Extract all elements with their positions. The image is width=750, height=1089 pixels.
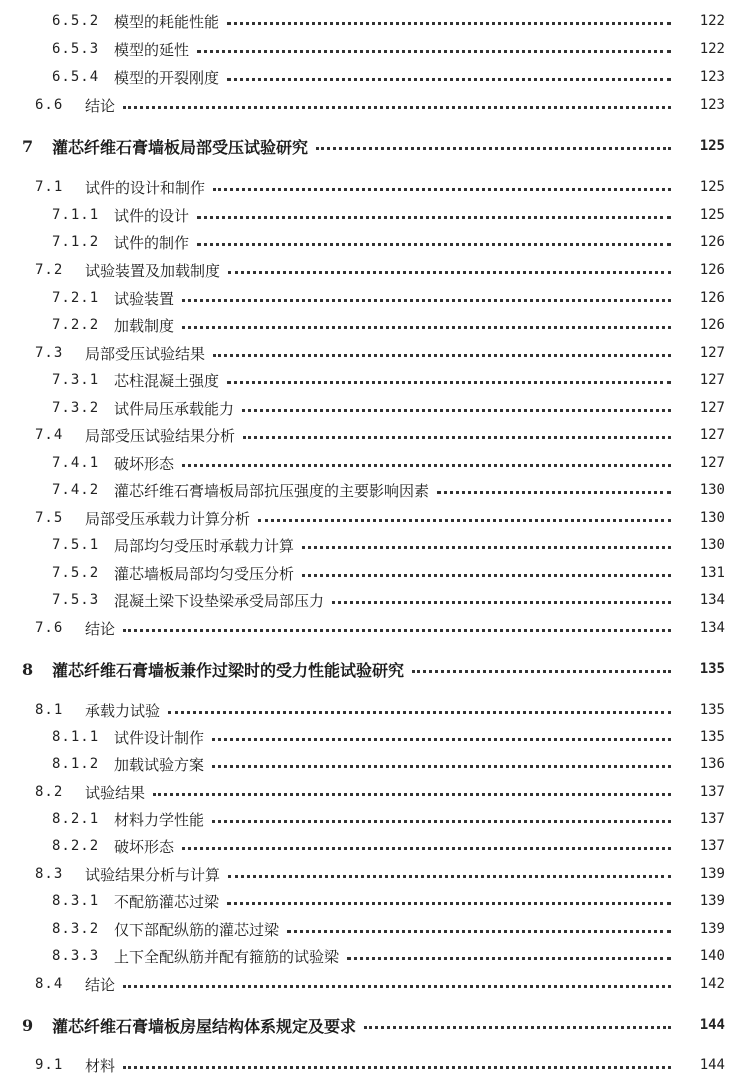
toc-entry[interactable] — [0, 8, 750, 34]
toc-entry-page: 127 — [699, 455, 725, 471]
toc-entry[interactable] — [0, 340, 750, 366]
toc-entry-title: 灌芯墙板局部均匀受压分析 — [114, 564, 295, 583]
toc-entry-title: 材料 — [85, 1056, 116, 1075]
dot-leader — [227, 22, 671, 25]
toc-entry-page: 127 — [699, 400, 725, 416]
toc-entry-number: 7.3.2 — [52, 400, 100, 416]
toc-entry-number: 8.3.2 — [52, 921, 100, 937]
toc-entry[interactable] — [0, 64, 750, 90]
dot-leader — [182, 464, 671, 467]
toc-entry-page: 125 — [699, 207, 725, 223]
toc-entry-title: 试件局压承载能力 — [114, 399, 235, 418]
toc-entry-number: 6.6 — [35, 97, 64, 113]
toc-entry-title: 模型的开裂刚度 — [114, 68, 220, 87]
dot-leader — [287, 930, 671, 933]
toc-entry[interactable] — [0, 861, 750, 887]
toc-entry-number: 7.3.1 — [52, 372, 100, 388]
dot-leader — [242, 409, 671, 412]
toc-entry-number: 7.4 — [35, 427, 64, 443]
toc-entry-page: 123 — [699, 69, 725, 85]
dot-leader — [228, 271, 671, 274]
toc-entry-page: 126 — [699, 234, 725, 250]
toc-entry-page: 135 — [699, 729, 725, 745]
toc-entry-number: 7.5.3 — [52, 592, 100, 608]
toc-chapter-entry[interactable] — [0, 656, 750, 682]
toc-entry-title: 破坏形态 — [114, 837, 175, 856]
toc-entry-title: 模型的延性 — [114, 40, 190, 59]
toc-entry-number: 7.1.2 — [52, 234, 100, 250]
toc-entry-title: 灌芯纤维石膏墙板局部抗压强度的主要影响因素 — [114, 481, 430, 500]
toc-entry-number: 7.2.2 — [52, 317, 100, 333]
toc-entry-page: 123 — [699, 97, 725, 113]
toc-entry-number: 8.2.1 — [52, 811, 100, 827]
toc-entry-number: 7.5.1 — [52, 537, 100, 553]
dot-leader — [347, 957, 671, 960]
toc-entry[interactable] — [0, 971, 750, 997]
toc-entry-page: 144 — [699, 1057, 725, 1073]
toc-entry-title: 试验装置 — [114, 289, 175, 308]
toc-entry-number: 8.2.2 — [52, 838, 100, 854]
toc-entry-number: 6.5.4 — [52, 69, 100, 85]
dot-leader — [212, 738, 671, 741]
toc-entry[interactable] — [0, 806, 750, 832]
toc-entry-page: 125 — [699, 138, 725, 154]
dot-leader — [213, 188, 671, 191]
toc-entry[interactable] — [0, 505, 750, 531]
toc-entry-page: 134 — [699, 592, 725, 608]
toc-entry-page: 125 — [699, 179, 725, 195]
dot-leader — [123, 629, 671, 632]
dot-leader — [243, 436, 671, 439]
toc-entry[interactable] — [0, 422, 750, 448]
toc-entry[interactable] — [0, 229, 750, 255]
toc-entry-number: 7.1 — [35, 179, 64, 195]
dot-leader — [197, 216, 671, 219]
dot-leader — [227, 902, 671, 905]
dot-leader — [212, 820, 671, 823]
toc-entry[interactable] — [0, 285, 750, 311]
toc-entry-number: 7.5 — [35, 510, 64, 526]
toc-entry-page: 127 — [699, 372, 725, 388]
toc-entry-title: 试件的制作 — [114, 233, 190, 252]
toc-entry-title: 试验装置及加载制度 — [85, 261, 221, 280]
toc-entry-page: 140 — [699, 948, 725, 964]
toc-entry[interactable] — [0, 395, 750, 421]
toc-entry-page: 144 — [699, 1017, 725, 1033]
toc-entry-title: 承载力试验 — [85, 701, 161, 720]
dot-leader — [332, 601, 671, 604]
toc-entry-title: 试验结果分析与计算 — [85, 865, 221, 884]
toc-entry-title: 加载制度 — [114, 316, 175, 335]
toc-entry[interactable] — [0, 697, 750, 723]
dot-leader — [182, 847, 671, 850]
toc-entry-title: 加载试验方案 — [114, 755, 205, 774]
toc-entry[interactable] — [0, 587, 750, 613]
dot-leader — [212, 765, 671, 768]
toc-entry-title: 上下全配纵筋并配有箍筋的试验梁 — [114, 947, 340, 966]
dot-leader — [227, 381, 671, 384]
dot-leader — [364, 1026, 671, 1029]
toc-entry[interactable] — [0, 943, 750, 969]
toc-entry-number: 7.5.2 — [52, 565, 100, 581]
toc-entry-number: 8.1.2 — [52, 756, 100, 772]
toc-entry[interactable] — [0, 202, 750, 228]
dot-leader — [302, 546, 671, 549]
toc-entry[interactable] — [0, 92, 750, 118]
toc-entry-title: 灌芯纤维石膏墙板兼作过梁时的受力性能试验研究 — [52, 660, 405, 680]
dot-leader — [227, 78, 671, 81]
toc-entry-number: 8.4 — [35, 976, 64, 992]
dot-leader — [258, 519, 671, 522]
toc-entry-number: 8.3.3 — [52, 948, 100, 964]
toc-entry-number: 9.1 — [35, 1057, 64, 1073]
toc-entry-page: 135 — [699, 661, 725, 677]
toc-entry-title: 局部受压试验结果 — [85, 344, 206, 363]
toc-entry-page: 139 — [699, 866, 725, 882]
toc-entry[interactable] — [0, 560, 750, 586]
toc-entry-page: 127 — [699, 427, 725, 443]
toc-entry-page: 130 — [699, 537, 725, 553]
dot-leader — [123, 1066, 671, 1069]
toc-entry-page: 137 — [699, 784, 725, 800]
dot-leader — [182, 299, 671, 302]
toc-entry-number: 6.5.2 — [52, 13, 100, 29]
toc-entry-title: 试件设计制作 — [114, 728, 205, 747]
dot-leader — [123, 106, 671, 109]
toc-entry-page: 126 — [699, 262, 725, 278]
dot-leader — [197, 243, 671, 246]
dot-leader — [182, 326, 671, 329]
dot-leader — [213, 354, 671, 357]
toc-entry-page: 126 — [699, 317, 725, 333]
toc-entry-title: 灌芯纤维石膏墙板房屋结构体系规定及要求 — [52, 1016, 357, 1036]
toc-entry-number: 8.3.1 — [52, 893, 100, 909]
toc-entry-page: 139 — [699, 893, 725, 909]
toc-entry-number: 8.1.1 — [52, 729, 100, 745]
toc-entry-number: 6.5.3 — [52, 41, 100, 57]
dot-leader — [437, 491, 671, 494]
toc-entry[interactable] — [0, 174, 750, 200]
toc-entry-title: 灌芯纤维石膏墙板局部受压试验研究 — [52, 137, 309, 157]
toc-entry[interactable] — [0, 724, 750, 750]
toc-entry-title: 结论 — [85, 619, 116, 638]
toc-entry-number: 7.4.2 — [52, 482, 100, 498]
toc-entry-number: 8.3 — [35, 866, 64, 882]
toc-entry[interactable] — [0, 312, 750, 338]
toc-entry-page: 137 — [699, 838, 725, 854]
toc-entry[interactable] — [0, 615, 750, 641]
toc-entry-page: 122 — [699, 41, 725, 57]
toc-entry[interactable] — [0, 477, 750, 503]
toc-entry-number: 7.3 — [35, 345, 64, 361]
toc-entry-page: 136 — [699, 756, 725, 772]
toc-entry[interactable] — [0, 257, 750, 283]
toc-entry-page: 122 — [699, 13, 725, 29]
toc-entry-number: 7.1.1 — [52, 207, 100, 223]
toc-entry-title: 模型的耗能性能 — [114, 12, 220, 31]
toc-entry-title: 试验结果 — [85, 783, 146, 802]
toc-entry[interactable] — [0, 779, 750, 805]
toc-entry-number: 8.1 — [35, 702, 64, 718]
toc-entry-number: 7.2 — [35, 262, 64, 278]
dot-leader — [316, 147, 671, 150]
dot-leader — [153, 793, 671, 796]
toc-entry-page: 130 — [699, 482, 725, 498]
dot-leader — [228, 875, 671, 878]
toc-entry-title: 破坏形态 — [114, 454, 175, 473]
toc-entry-number: 7.6 — [35, 620, 64, 636]
toc-entry-title: 芯柱混凝土强度 — [114, 371, 220, 390]
dot-leader — [412, 670, 671, 673]
toc-entry-title: 局部受压试验结果分析 — [85, 426, 236, 445]
toc-entry-title: 混凝土梁下设垫梁承受局部压力 — [114, 591, 325, 610]
toc-entry[interactable] — [0, 1052, 750, 1078]
toc-entry-title: 仅下部配纵筋的灌芯过梁 — [114, 920, 280, 939]
toc-entry-title: 不配筋灌芯过梁 — [114, 892, 220, 911]
dot-leader — [168, 711, 671, 714]
toc-entry-number: 8 — [22, 659, 34, 679]
toc-entry-number: 7.2.1 — [52, 290, 100, 306]
toc-entry-title: 局部受压承载力计算分析 — [85, 509, 251, 528]
toc-entry-title: 试件的设计 — [114, 206, 190, 225]
toc-entry[interactable] — [0, 916, 750, 942]
toc-entry-page: 142 — [699, 976, 725, 992]
dot-leader — [197, 50, 671, 53]
toc-entry-page: 139 — [699, 921, 725, 937]
toc-entry[interactable] — [0, 532, 750, 558]
toc-chapter-entry[interactable] — [0, 133, 750, 159]
toc-entry-page: 134 — [699, 620, 725, 636]
toc-entry-title: 结论 — [85, 975, 116, 994]
toc-entry[interactable] — [0, 888, 750, 914]
toc-entry-page: 137 — [699, 811, 725, 827]
toc-entry-number: 7.4.1 — [52, 455, 100, 471]
toc-entry-number: 7 — [22, 136, 34, 156]
toc-entry[interactable] — [0, 833, 750, 859]
toc-chapter-entry[interactable] — [0, 1012, 750, 1038]
toc-entry-page: 126 — [699, 290, 725, 306]
toc-entry-number: 8.2 — [35, 784, 64, 800]
dot-leader — [302, 574, 671, 577]
toc-entry-number: 9 — [22, 1015, 34, 1035]
toc-entry-title: 结论 — [85, 96, 116, 115]
toc-entry[interactable] — [0, 450, 750, 476]
toc-entry[interactable] — [0, 751, 750, 777]
toc-entry-title: 材料力学性能 — [114, 810, 205, 829]
toc-entry-page: 135 — [699, 702, 725, 718]
toc-entry-title: 试件的设计和制作 — [85, 178, 206, 197]
toc-entry[interactable] — [0, 36, 750, 62]
toc-entry[interactable] — [0, 367, 750, 393]
toc-entry-title: 局部均匀受压时承载力计算 — [114, 536, 295, 555]
toc-entry-page: 127 — [699, 345, 725, 361]
dot-leader — [123, 985, 671, 988]
toc-entry-page: 131 — [699, 565, 725, 581]
toc-entry-page: 130 — [699, 510, 725, 526]
